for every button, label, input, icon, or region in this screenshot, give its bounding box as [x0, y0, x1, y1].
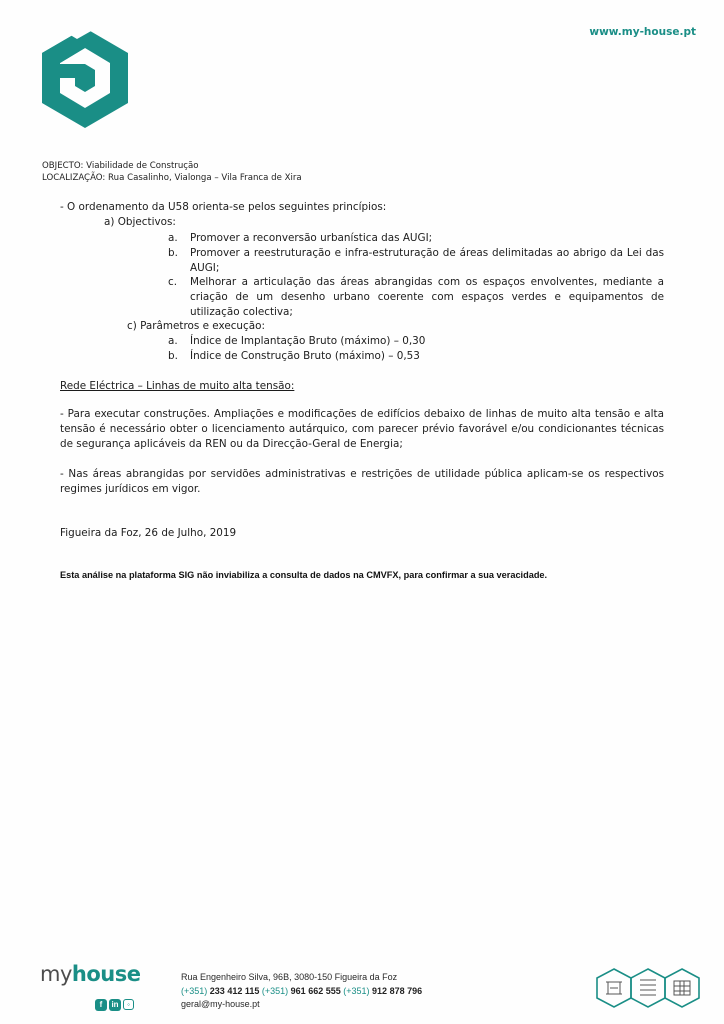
rede-heading: Rede Eléctrica – Linhas de muito alta tensão:	[60, 380, 295, 392]
parametros-label: c) Parâmetros e execução:	[127, 320, 265, 332]
localizacao-line	[42, 172, 302, 184]
phone-country-code: (+351)	[181, 985, 208, 996]
parametro-marker: b.	[168, 350, 178, 362]
localizacao-label: LOCALIZAÇÃO:	[42, 173, 106, 183]
document-meta	[42, 160, 302, 184]
place-date: Figueira da Foz, 26 de Julho, 2019	[60, 527, 237, 539]
linkedin-icon[interactable]: in	[109, 999, 121, 1011]
objectivo-marker: b.	[168, 247, 178, 259]
parametro-marker: a.	[168, 335, 178, 347]
social-icons	[95, 992, 136, 1011]
objectivo-item: Promover a reestruturação e infra-estruturação de áreas delimitadas ao abrigo da Lei das AUGI;	[190, 247, 664, 274]
phone-number[interactable]: 961 662 555	[290, 985, 341, 996]
localizacao-value: Rua Casalinho, Vialonga – Vila Franca de Xira	[108, 173, 302, 183]
hexagon-badges-icon	[596, 966, 700, 1010]
footer-phones	[181, 985, 422, 999]
instagram-icon[interactable]: ◦	[123, 999, 134, 1010]
website-link[interactable]: www.my-house.pt	[589, 26, 696, 38]
objecto-line	[42, 160, 302, 172]
rede-paragraph: - Para executar construções. Ampliações e modificações de edifícios debaixo de linhas de muito alta tensão e alta tensão é necessário obter o licenciamento autárquico, com parecer prévio favorável e/ou condicionantes técnicas de segurança aplicáveis da REN ou da Direcção-Geral de Energia;	[60, 408, 664, 450]
objectivo-marker: a.	[168, 232, 178, 244]
footer-contact	[181, 971, 422, 1012]
objecto-value: Viabilidade de Construção	[86, 161, 199, 171]
parametro-item: Índice de Implantação Bruto (máximo) – 0,30	[190, 335, 426, 347]
objectivo-item: Melhorar a articulação das áreas abrangidas com os espaços envolventes, mediante a criação de um desenho urbano coerente com espaços verdes e equipamentos de utilização colectiva;	[190, 276, 664, 318]
rede-paragraph: - Nas áreas abrangidas por servidões administrativas e restrições de utilidade pública aplicam-se os respectivos regimes jurídicos em vigor.	[60, 468, 664, 495]
brand-my: my	[40, 962, 72, 986]
phone-number[interactable]: 233 412 115	[209, 985, 260, 996]
footer-email[interactable]: geral@my-house.pt	[181, 999, 260, 1009]
disclaimer: Esta análise na plataforma SIG não inviabiliza a consulta de dados na CMVFX, para confirmar a sua veracidade.	[60, 570, 548, 580]
footer-address: Rua Engenheiro Silva, 96B, 3080-150 Figueira da Foz	[181, 972, 398, 982]
phone-country-code: (+351)	[343, 985, 370, 996]
phone-number[interactable]: 912 878 796	[372, 985, 423, 996]
footer-brand-logo	[40, 962, 140, 986]
ordenamento-intro: - O ordenamento da U58 orienta-se pelos seguintes princípios:	[60, 201, 387, 213]
brand-house: house	[71, 962, 141, 986]
myhouse-hexagon-logo-icon	[40, 26, 130, 130]
objecto-label: OBJECTO:	[42, 161, 84, 171]
objectivos-label: a) Objectivos:	[104, 216, 176, 228]
parametro-item: Índice de Construção Bruto (máximo) – 0,53	[190, 350, 420, 362]
objectivo-item: Promover a reconversão urbanística das AUGI;	[190, 232, 433, 244]
phone-country-code: (+351)	[261, 985, 289, 996]
facebook-icon[interactable]: f	[95, 999, 107, 1011]
objectivo-marker: c.	[168, 276, 178, 288]
